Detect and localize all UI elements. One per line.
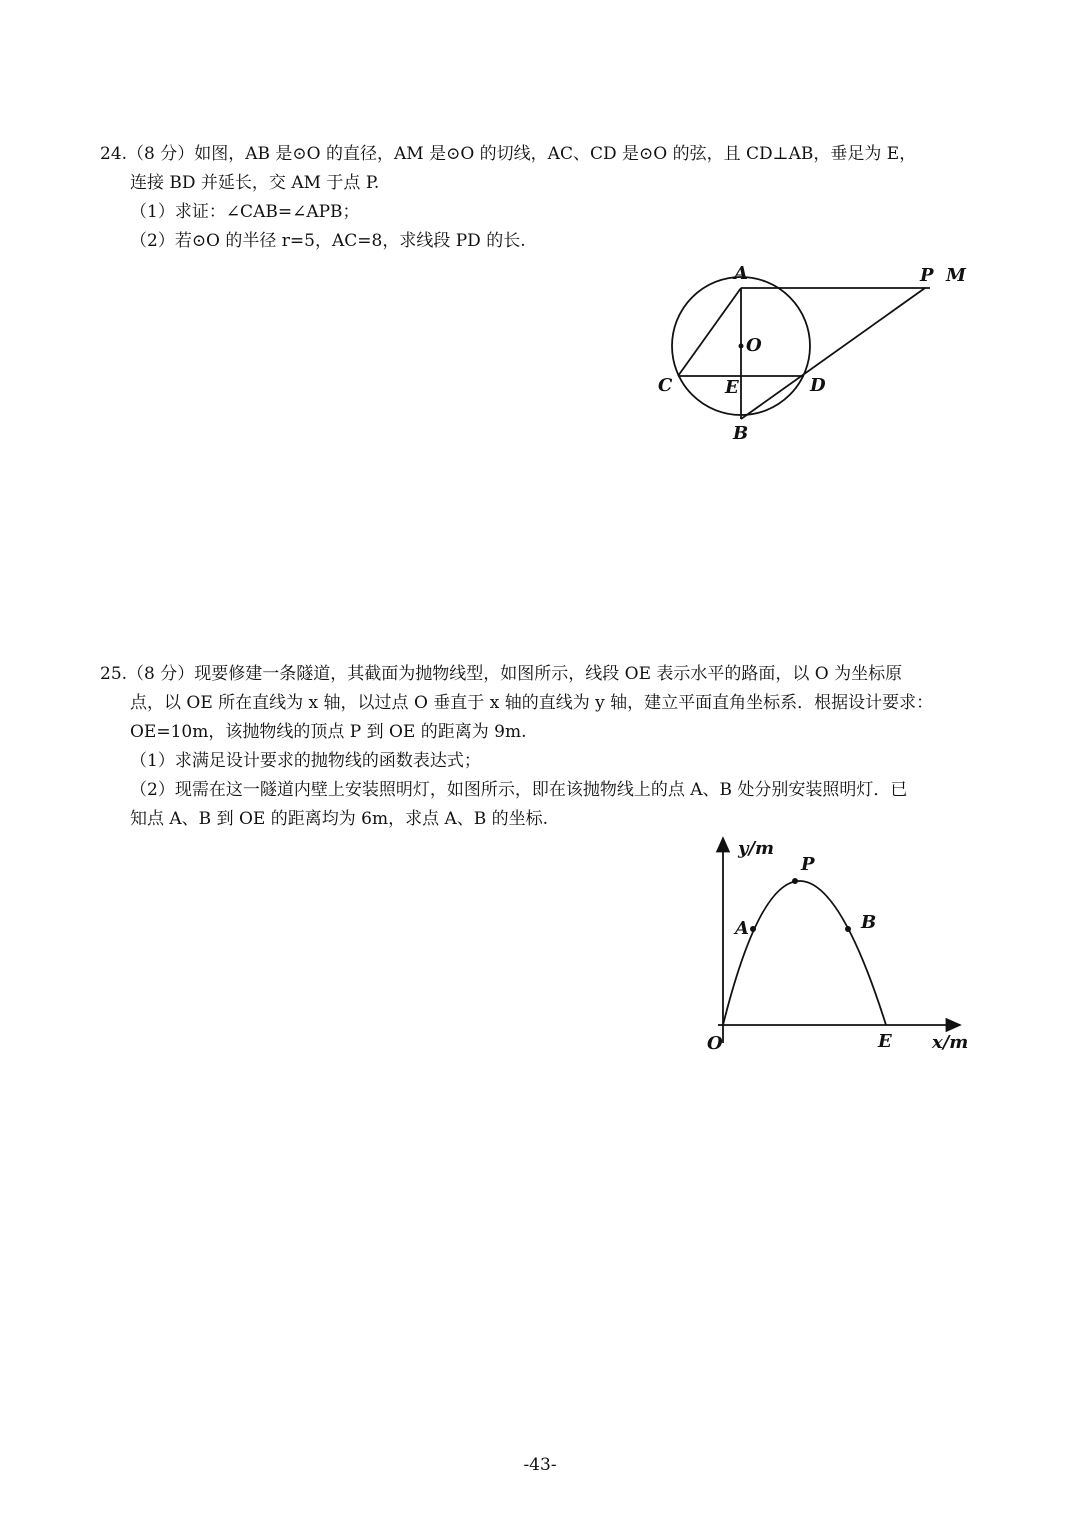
point-a-dot — [750, 926, 756, 932]
label-b: B — [861, 912, 877, 933]
parabola-tunnel-diagram — [690, 828, 990, 1060]
problem-25-statement-line3: OE=10m，该抛物线的顶点 P 到 OE 的距离为 9m. — [130, 722, 527, 742]
label-a: A — [734, 263, 748, 284]
label-p: P — [920, 265, 934, 286]
problem-25 — [100, 660, 980, 834]
label-a: A — [735, 918, 749, 939]
label-origin: O — [707, 1033, 723, 1054]
label-d: D — [810, 375, 826, 396]
point-b-dot — [845, 926, 851, 932]
label-b: B — [733, 423, 749, 444]
center-dot-o — [739, 344, 744, 349]
parabola-curve — [723, 881, 886, 1025]
label-o: O — [746, 335, 762, 356]
label-c: C — [658, 375, 673, 396]
problem-24-statement-line1: 24.（8 分）如图，AB 是⊙O 的直径，AM 是⊙O 的切线，AC、CD 是⊙O 的弦，且 CD⊥AB，垂足为 E， — [100, 144, 917, 164]
problem-24-question-1: （1）求证：∠CAB=∠APB； — [130, 202, 360, 222]
problem-25-question-2-line2: 知点 A、B 到 OE 的距离均为 6m，求点 A、B 的坐标. — [130, 809, 549, 829]
problem-25-figure — [690, 828, 990, 1060]
point-p-dot — [792, 878, 798, 884]
label-y-axis: y/m — [738, 838, 775, 859]
circle-tangent-diagram — [640, 255, 980, 455]
label-x-axis: x/m — [932, 1032, 969, 1053]
problem-24-question-2: （2）若⊙O 的半径 r=5，AC=8，求线段 PD 的长. — [130, 231, 526, 251]
problem-24-figure — [640, 255, 980, 455]
problem-25-question-2-line1: （2）现需在这一隧道内壁上安装照明灯，如图所示，即在该抛物线上的点 A、B 处分别安装照明灯．已 — [130, 780, 908, 800]
label-e: E — [878, 1031, 892, 1052]
label-p: P — [801, 854, 815, 875]
problem-24 — [100, 140, 980, 256]
segment-bp — [741, 288, 925, 419]
page-number: -43- — [523, 1455, 557, 1475]
problem-24-statement-line2: 连接 BD 并延长，交 AM 于点 P. — [130, 173, 380, 193]
problem-25-statement-line2: 点，以 OE 所在直线为 x 轴，以过点 O 垂直于 x 轴的直线为 y 轴，建立平面直角坐标系．根据设计要求： — [130, 693, 934, 713]
problem-25-question-1: （1）求满足设计要求的抛物线的函数表达式； — [130, 751, 481, 771]
label-m: M — [946, 265, 966, 286]
problem-25-statement-line1: 25.（8 分）现要修建一条隧道，其截面为抛物线型，如图所示，线段 OE 表示水平的路面，以 O 为坐标原 — [100, 664, 903, 684]
label-e: E — [725, 377, 739, 398]
